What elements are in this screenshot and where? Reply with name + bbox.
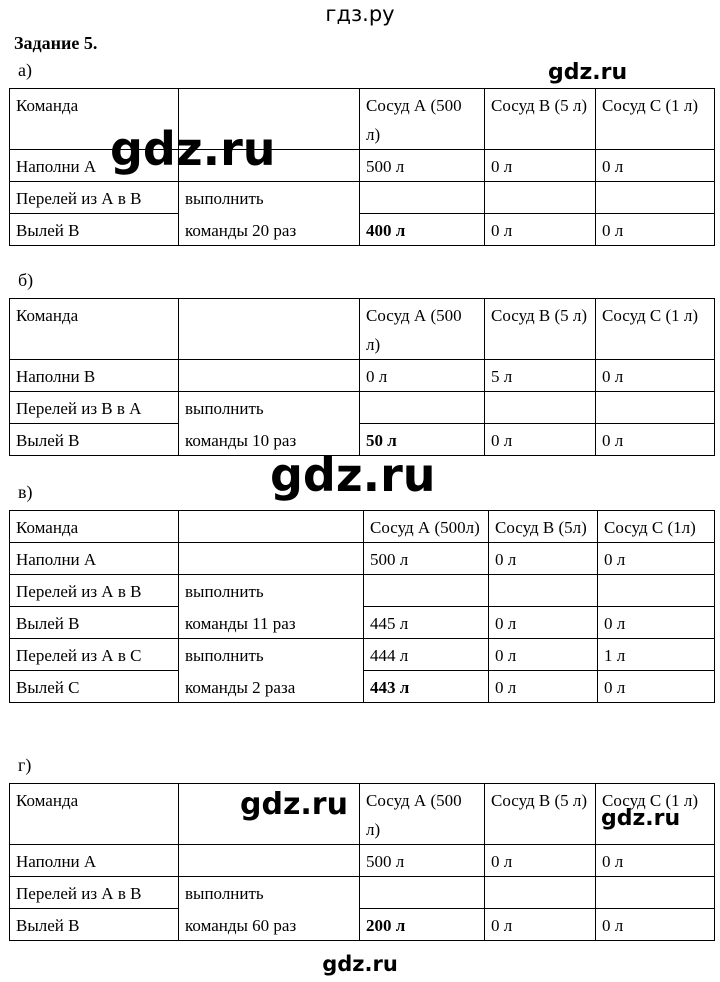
header-vessel-c: Сосуд С (1 л)	[596, 299, 715, 360]
vessel-c-cell: 0 л	[596, 909, 715, 941]
repeat-cell: команды 60 раз	[179, 909, 360, 941]
header-empty	[179, 511, 364, 543]
vessel-a-cell: 500 л	[360, 845, 485, 877]
repeat-cell: выполнить	[179, 392, 360, 424]
vessel-b-cell: 0 л	[489, 543, 598, 575]
vessel-b-cell: 5 л	[485, 360, 596, 392]
table-row	[10, 360, 715, 392]
table-row	[10, 214, 715, 246]
command-cell: Перелей из В в А	[10, 392, 179, 424]
vessel-c-cell	[596, 392, 715, 424]
vessel-a-cell: 0 л	[360, 360, 485, 392]
watermark-text: gdz.ru	[270, 448, 436, 502]
table-section-b	[9, 298, 715, 456]
table-section-c	[9, 510, 715, 703]
vessel-c-cell: 0 л	[596, 424, 715, 456]
vessel-c-cell: 1 л	[598, 639, 715, 671]
watermark-text: gdz.ru	[110, 122, 276, 176]
command-cell: Перелей из А в В	[10, 575, 179, 607]
repeat-cell: команды 20 раз	[179, 214, 360, 246]
vessel-c-cell: 0 л	[598, 543, 715, 575]
vessel-a-result-cell: 443 л	[364, 671, 489, 703]
vessel-a-result-cell: 50 л	[360, 424, 485, 456]
repeat-cell	[179, 360, 360, 392]
table-row	[10, 182, 715, 214]
header-vessel-c: Сосуд С (1л)	[598, 511, 715, 543]
header-vessel-c: Сосуд С (1 л)	[596, 89, 715, 150]
header-vessel-b: Сосуд В (5 л)	[485, 89, 596, 150]
vessel-a-result-cell: 400 л	[360, 214, 485, 246]
vessel-a-cell	[364, 575, 489, 607]
vessel-b-cell: 0 л	[489, 639, 598, 671]
vessel-c-cell: 0 л	[596, 150, 715, 182]
vessel-a-result-cell: 200 л	[360, 909, 485, 941]
command-cell: Вылей В	[10, 607, 179, 639]
task-title: Задание 5.	[14, 33, 98, 53]
table-row	[10, 543, 715, 575]
vessel-a-cell: 444 л	[364, 639, 489, 671]
vessel-b-cell	[489, 575, 598, 607]
header-empty	[179, 299, 360, 360]
table-row	[10, 392, 715, 424]
watermark-text: gdz.ru	[548, 60, 628, 85]
table-row	[10, 671, 715, 703]
table-header-row	[10, 299, 715, 360]
header-vessel-b: Сосуд В (5 л)	[485, 784, 596, 845]
repeat-cell	[179, 543, 364, 575]
command-cell: Наполни А	[10, 543, 179, 575]
table-row	[10, 575, 715, 607]
vessel-c-cell	[598, 575, 715, 607]
section-label-a: а)	[18, 60, 32, 80]
vessel-b-cell: 0 л	[485, 424, 596, 456]
header-vessel-a: Сосуд А (500 л)	[360, 89, 485, 150]
watermark-text: gdz.ru	[240, 787, 348, 822]
section-label-c: в)	[18, 482, 33, 502]
header-vessel-b: Сосуд В (5л)	[489, 511, 598, 543]
vessel-a-cell	[360, 392, 485, 424]
table-header-row	[10, 511, 715, 543]
watermark-text: gdz.ru	[601, 806, 681, 831]
repeat-cell: выполнить	[179, 575, 364, 607]
command-cell: Наполни В	[10, 360, 179, 392]
command-cell: Вылей С	[10, 671, 179, 703]
vessel-c-cell	[596, 182, 715, 214]
vessel-b-cell: 0 л	[489, 671, 598, 703]
vessel-b-cell: 0 л	[485, 909, 596, 941]
vessel-a-cell: 500 л	[360, 150, 485, 182]
vessel-c-cell: 0 л	[598, 671, 715, 703]
command-cell: Наполни А	[10, 845, 179, 877]
vessel-b-cell: 0 л	[485, 214, 596, 246]
table-row	[10, 845, 715, 877]
command-cell: Наполни А	[10, 150, 179, 182]
table-row	[10, 639, 715, 671]
vessel-b-cell: 0 л	[489, 607, 598, 639]
repeat-cell	[179, 845, 360, 877]
vessel-a-cell	[360, 877, 485, 909]
command-cell: Вылей В	[10, 909, 179, 941]
section-label-d: г)	[18, 755, 32, 775]
command-cell: Вылей В	[10, 214, 179, 246]
header-command: Команда	[10, 784, 179, 845]
header-command: Команда	[10, 299, 179, 360]
section-label-b: б)	[18, 270, 34, 290]
vessel-b-cell	[485, 182, 596, 214]
repeat-cell: выполнить	[179, 877, 360, 909]
command-cell: Перелей из А в В	[10, 182, 179, 214]
header-vessel-c: Сосуд С (1 л)	[596, 784, 715, 845]
repeat-cell: команды 2 раза	[179, 671, 364, 703]
command-cell: Перелей из А в С	[10, 639, 179, 671]
vessel-c-cell: 0 л	[596, 845, 715, 877]
header-vessel-a: Сосуд А (500 л)	[360, 784, 485, 845]
vessel-c-cell: 0 л	[598, 607, 715, 639]
vessel-b-cell: 0 л	[485, 150, 596, 182]
vessel-a-cell	[360, 182, 485, 214]
table-row	[10, 909, 715, 941]
vessel-b-cell	[485, 877, 596, 909]
repeat-cell: выполнить	[179, 182, 360, 214]
header-vessel-a: Сосуд А (500 л)	[360, 299, 485, 360]
site-footer-title: gdz.ru	[322, 952, 398, 976]
site-header-title: гдз.ру	[325, 2, 395, 26]
command-cell: Вылей В	[10, 424, 179, 456]
command-cell: Перелей из А в В	[10, 877, 179, 909]
vessel-b-cell: 0 л	[485, 845, 596, 877]
header-vessel-b: Сосуд В (5 л)	[485, 299, 596, 360]
header-command: Команда	[10, 511, 179, 543]
repeat-cell: выполнить	[179, 639, 364, 671]
vessel-a-cell: 445 л	[364, 607, 489, 639]
header-command: Команда	[10, 89, 179, 150]
vessel-c-cell: 0 л	[596, 360, 715, 392]
table-row	[10, 877, 715, 909]
repeat-cell: команды 11 раз	[179, 607, 364, 639]
table-row	[10, 607, 715, 639]
vessel-c-cell: 0 л	[596, 214, 715, 246]
vessel-b-cell	[485, 392, 596, 424]
repeat-cell: команды 10 раз	[179, 424, 360, 456]
header-vessel-a: Сосуд А (500л)	[364, 511, 489, 543]
vessel-a-cell: 500 л	[364, 543, 489, 575]
vessel-c-cell	[596, 877, 715, 909]
